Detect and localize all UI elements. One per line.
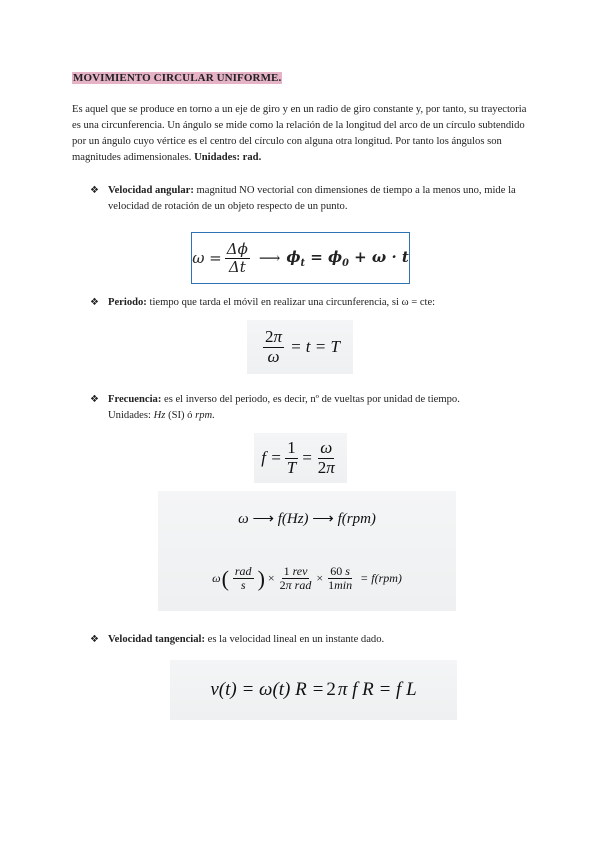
diamond-bullet-icon: ❖	[90, 185, 99, 196]
bullet-frequency	[92, 392, 522, 424]
bullet-term: Velocidad angular:	[108, 185, 194, 196]
bullet-angular-velocity	[92, 183, 522, 215]
intro-text: Es aquel que se produce en torno a un eje de giro y en un radio de giro constante y, por tanto, su trayectoria es una circunferencia. Un ángulo se mide como la relación de la longitud del arco de un círculo subtendido por un ángulo cuyo vértice es el centro del círculo con alguna otra longitud. Por tanto los ángulos son magnitudes adimensionales.	[72, 104, 527, 163]
conversion-factor: ω ( $\frac{\text{rad}}{s}$ ) × $\frac{\text{1 rev}}{\text{2π rad}}$ × $\frac{60 s}{1\min}$ = f(rpm)	[212, 564, 402, 593]
intro-paragraph	[72, 102, 527, 166]
equation-tangential: v(t) = ω(t) R = 2 π f R = f L	[170, 660, 457, 720]
diamond-bullet-icon: ❖	[90, 297, 99, 308]
bullet-term: Frecuencia:	[108, 394, 162, 405]
bullet-period	[92, 295, 522, 311]
bullet-text: es la velocidad lineal en un instante dado.	[207, 634, 385, 645]
equation-period: $\frac{2\pi}{\omega}$ = t = T	[247, 320, 353, 374]
bullet-text: tiempo que tarda el móvil en realizar una circunferencia, si ω = cte:	[149, 297, 436, 308]
units-prefix: Unidades:	[108, 410, 151, 421]
conversion-chain: ω ⟶ f(Hz) ⟶ f(rpm)	[238, 511, 376, 528]
units-rpm: rpm.	[195, 410, 215, 421]
diamond-bullet-icon: ❖	[90, 634, 99, 645]
bullet-term: Velocidad tangencial:	[108, 634, 206, 645]
bullet-text: es el inverso del periodo, es decir, nº de vueltas por unidad de tiempo.	[164, 394, 460, 405]
units-hz: Hz	[153, 410, 166, 421]
equation-angular-velocity: ω = $\frac{\Delta\phi}{\Delta t}$ ⟶ $\phi_t = \phi_0 + \omega \cdot t$	[191, 232, 410, 284]
equation-frequency: f = $\frac{1}{T}$ = $\frac{\omega}{2\pi}$	[254, 433, 347, 483]
diamond-bullet-icon: ❖	[90, 394, 99, 405]
bullet-tangential-velocity	[92, 632, 522, 648]
units-mid: (SI) ó	[168, 410, 193, 421]
bullet-term: Periodo:	[108, 297, 147, 308]
equation-conversion	[158, 491, 456, 611]
intro-units: Unidades: rad.	[194, 152, 262, 163]
bullet-text: magnitud NO vectorial con dimensiones de tiempo a la menos uno, mide la velocidad de rotación de un objeto respecto de un punto.	[108, 185, 516, 212]
page-title: MOVIMIENTO CIRCULAR UNIFORME.	[73, 72, 282, 84]
